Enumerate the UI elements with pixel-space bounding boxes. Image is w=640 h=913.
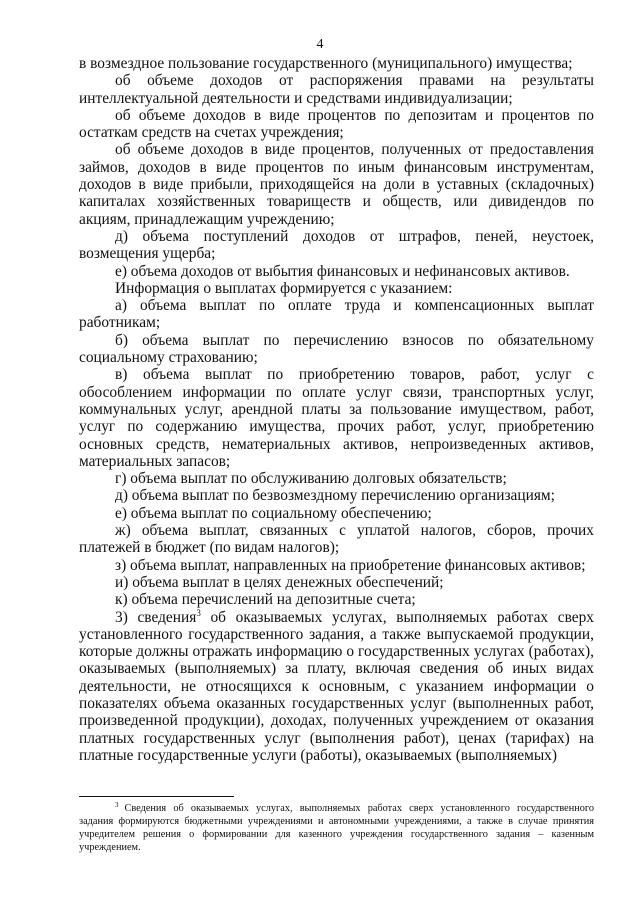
footnote-reference[interactable]: 3 (196, 607, 201, 618)
list-item: и) объема выплат в целях денежных обеспечений; (115, 573, 444, 591)
paragraph: д) объема поступлений доходов от штрафов, пеней, неустоек, возмещения ущерба; (79, 227, 594, 263)
paragraph: в возмездное пользование государственного (муниципального) имущества; (79, 55, 573, 72)
footnote-divider (79, 796, 234, 797)
list-item: з) объема выплат, направленных на приобретение финансовых активов; (115, 556, 586, 574)
item3-lead: 3) сведения (115, 608, 197, 626)
footnote-mark: 3 (115, 800, 119, 809)
page-number: 4 (316, 37, 324, 52)
paragraph: б) объема выплат по перечислению взносов по обязательному социальному страхованию; (79, 331, 594, 367)
list-item: г) объема выплат по обслуживанию долговых обязательств; (115, 470, 507, 488)
footnote-text: Сведения об оказываемых услугах, выполняемых работах сверх установленного государственного задания формируются бюджетными учреждениями и автономными учреждениями, а также в случае принятия учредителем решения о формировании для казенного учреждения государственного задания – казенным учреждением. (79, 803, 594, 853)
paragraph: об объеме доходов от распоряжения правами на результаты интеллектуальной деятельности и средствами индивидуализации; (79, 72, 594, 107)
list-item: к) объема перечислений на депозитные счета; (115, 591, 416, 609)
paragraph: е) объема доходов от выбытия финансовых и нефинансовых активов. (115, 262, 570, 280)
footnote (79, 802, 594, 854)
paragraph: в) объема выплат по приобретению товаров, работ, услуг с обособлением информации по оплате услуг связи, транспортных услуг, коммунальных услуг, арендной платы за пользование имуществом, работ, услуг по содержанию имущества, прочих работ, услуг, приобретению основных средств, нематериальных активов, непроизведенных активов, материальных запасов; (79, 366, 594, 470)
paragraph: Информация о выплатах формируется с указанием: (115, 279, 453, 297)
lettered-list (79, 557, 594, 609)
paragraph: а) объема выплат по оплате труда и компенсационных выплат работникам; (79, 297, 594, 332)
paragraph: ж) объема выплат, связанных с уплатой налогов, сборов, прочих платежей в бюджет (по видам налогов); (79, 522, 594, 557)
list-item: е) объема выплат по социальному обеспечению; (115, 504, 432, 522)
item3-text: об оказываемых услугах, выполняемых работах сверх установленного государственного задания, а также выпускаемой продукции, которые должны отражать информацию о государственных услугах (работах), оказываемых (выполняемых) за плату, включая сведения об иных видах деятельности, не относящихся к основным, с указанием информации о показателях объема оказанных государственных услуг (выполненных работ, произведенной продукции), доходах, полученных учреждением от оказания платных государственных услуг (выполнения работ), ценах (тарифах) на платные государственные услуги (работы), оказываемых (выполняемых) (79, 608, 594, 764)
list-item: д) объема выплат по безвозмездному перечислению организациям; (115, 487, 555, 505)
lettered-list (79, 470, 594, 522)
paragraph: об объеме доходов в виде процентов по депозитам и процентов по остаткам средств на счетах учреждения; (79, 106, 594, 142)
paragraph: об объеме доходов в виде процентов, полученных от предоставления займов, доходов в виде процентов по иным финансовым инструментам, доходов в виде прибыли, приходящейся на доли в уставных (складочных) капиталах хозяйственных товариществ и обществ, или дивидендов по акциям, принадлежащим учреждению; (79, 141, 594, 228)
paragraph-item-3 (79, 609, 594, 765)
body-text (79, 55, 594, 764)
